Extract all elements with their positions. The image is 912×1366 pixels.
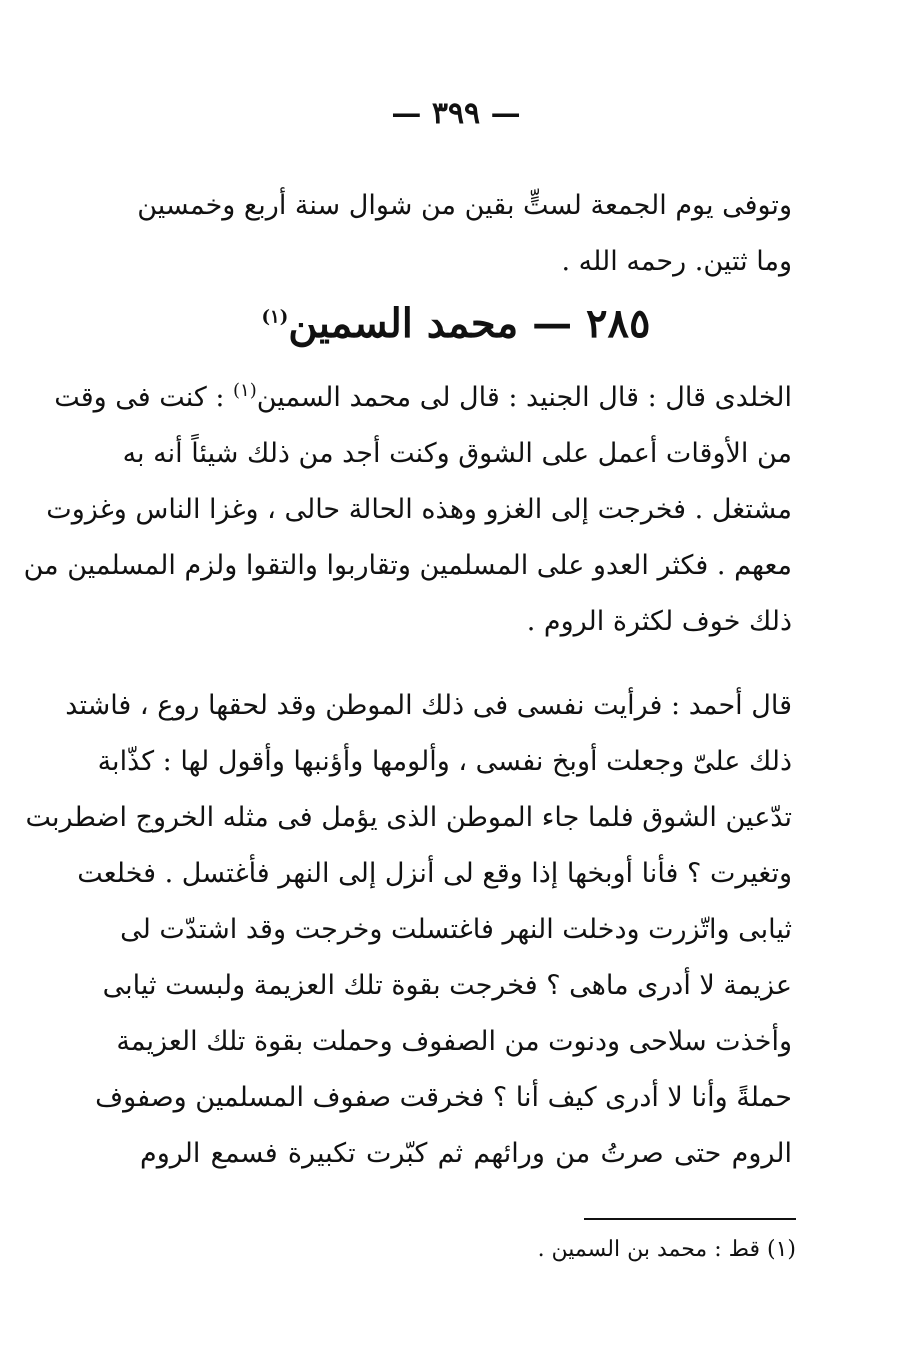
paragraph-2: [25, 678, 792, 1182]
text-line: ذلك علىّ وجعلت أوبخ نفسى ، وألومها وأؤنبها وأقول لها : كذّابة: [97, 746, 792, 777]
text-line: مشتغل . فخرجت إلى الغزو وهذه الحالة حالى ، وغزا الناس وغزوت: [46, 494, 792, 525]
text-line: معهم . فكثر العدو على المسلمين وتقاربوا والتقوا ولزم المسلمين من: [23, 550, 792, 581]
text-line: ثيابى واتّزرت ودخلت النهر فاغتسلت وخرجت وقد اشتدّت لى: [120, 914, 792, 945]
text-line: وتوفى يوم الجمعة لستٍّ بقين من شوال سنة أربع وخمسين: [137, 190, 792, 221]
page-number: — ٣٩٩ —: [391, 96, 521, 131]
text-line: وما ثتين. رحمه الله .: [561, 246, 792, 277]
text-segment: : كنت فى وقت: [54, 382, 234, 413]
heading-text: ٢٨٥ — محمد السمين: [288, 300, 651, 347]
text-line: ذلك خوف لكثرة الروم .: [526, 606, 792, 637]
footnote: (١) قط : محمد بن السمين .: [537, 1237, 796, 1262]
text-line: وتغيرت ؟ فأنا أوبخها إذا وقع لى أنزل إلى النهر فأغتسل . فخلعت: [77, 858, 792, 889]
text-line: قال أحمد : فرأيت نفسى فى ذلك الموطن وقد لحقها روع ، فاشتد: [65, 690, 792, 721]
section-heading: [0, 300, 912, 347]
text-line: وأخذت سلاحى ودنوت من الصفوف وحملت بقوة تلك العزيمة: [116, 1026, 792, 1057]
footnote-divider: [584, 1218, 796, 1220]
footnote-marker: (١): [261, 306, 289, 328]
text-line: حملةً وأنا لا أدرى كيف أنا ؟ فخرقت صفوف المسلمين وصفوف: [95, 1082, 792, 1113]
text-line: عزيمة لا أدرى ماهى ؟ فخرجت بقوة تلك العزيمة ولبست ثيابى: [102, 970, 792, 1001]
paragraph-1: [23, 370, 792, 650]
text-segment: الخلدى قال : قال الجنيد : قال لى محمد السمين: [256, 382, 792, 413]
intro-paragraph: [137, 178, 792, 290]
text-line: الروم حتى صرتُ من ورائهم ثم كبّرت تكبيرة فسمع الروم: [140, 1138, 792, 1169]
text-line: [54, 370, 792, 426]
text-line: من الأوقات أعمل على الشوق وكنت أجد من ذلك شيئاً أنه به: [122, 438, 792, 469]
footnote-marker: (١): [233, 380, 257, 401]
text-line: تدّعين الشوق فلما جاء الموطن الذى يؤمل فى مثله الخروج اضطربت: [25, 802, 792, 833]
